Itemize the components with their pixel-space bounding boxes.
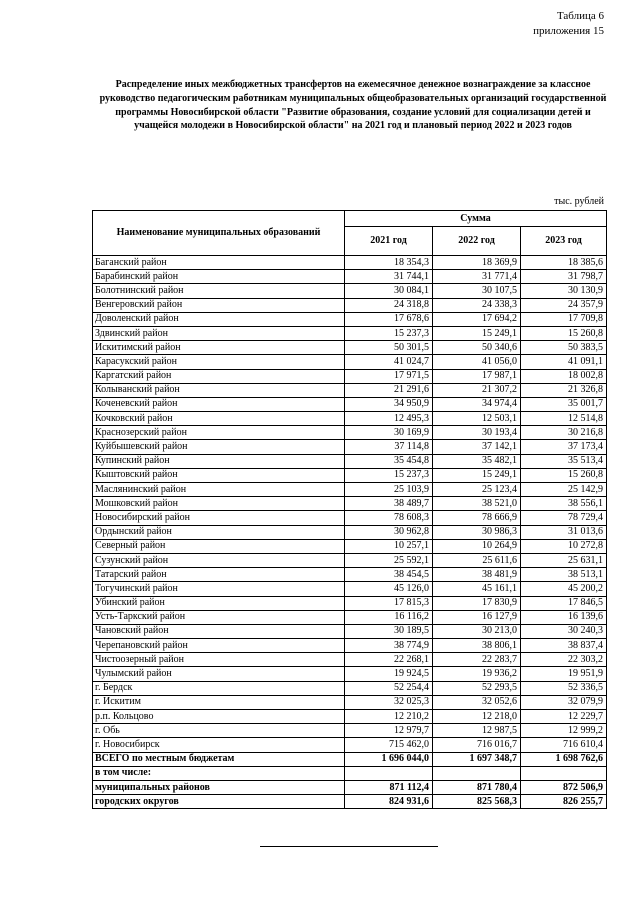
amount-cell: 38 513,1 <box>521 568 607 582</box>
amount-cell: 38 481,9 <box>433 568 521 582</box>
amount-cell: 31 771,4 <box>433 270 521 284</box>
amount-cell: 38 806,1 <box>433 639 521 653</box>
municipality-name: Барабинский район <box>93 270 345 284</box>
distribution-table <box>92 210 607 809</box>
amount-cell: 716 610,4 <box>521 738 607 752</box>
amount-cell: 38 454,5 <box>345 568 433 582</box>
amount-cell: 37 173,4 <box>521 440 607 454</box>
amount-cell: 50 340,6 <box>433 341 521 355</box>
municipality-name: Новосибирский район <box>93 511 345 525</box>
amount-cell: 30 986,3 <box>433 525 521 539</box>
municipality-name: муниципальных районов <box>93 780 345 794</box>
municipality-name: Маслянинский район <box>93 483 345 497</box>
municipality-name: г. Обь <box>93 724 345 738</box>
amount-cell: 22 283,7 <box>433 653 521 667</box>
municipality-name: Доволенский район <box>93 312 345 326</box>
table-row <box>93 326 607 340</box>
municipality-name: Ордынский район <box>93 525 345 539</box>
amount-cell: 16 127,9 <box>433 610 521 624</box>
table-row <box>93 383 607 397</box>
table-row <box>93 440 607 454</box>
municipality-name: ВСЕГО по местным бюджетам <box>93 752 345 766</box>
amount-cell: 21 326,8 <box>521 383 607 397</box>
table-row <box>93 667 607 681</box>
table-row <box>93 355 607 369</box>
municipality-name: Карасукский район <box>93 355 345 369</box>
municipality-name: г. Искитим <box>93 695 345 709</box>
amount-cell: 825 568,3 <box>433 795 521 809</box>
amount-cell: 38 489,7 <box>345 497 433 511</box>
amount-cell: 19 936,2 <box>433 667 521 681</box>
municipality-name: г. Новосибирск <box>93 738 345 752</box>
amount-cell: 45 126,0 <box>345 582 433 596</box>
table-row <box>93 553 607 567</box>
municipality-name: Тогучинский район <box>93 582 345 596</box>
amount-cell: 25 631,1 <box>521 553 607 567</box>
table-number: Таблица 6 <box>556 10 604 22</box>
column-header-year: 2021 год <box>345 227 433 256</box>
table-row <box>93 298 607 312</box>
amount-cell: 17 971,5 <box>345 369 433 383</box>
table-row <box>93 539 607 553</box>
table-row <box>93 525 607 539</box>
amount-cell: 30 216,8 <box>521 426 607 440</box>
amount-cell: 25 611,6 <box>433 553 521 567</box>
amount-cell: 12 210,2 <box>345 710 433 724</box>
amount-cell: 16 139,6 <box>521 610 607 624</box>
municipality-name: р.п. Кольцово <box>93 710 345 724</box>
table-row <box>93 312 607 326</box>
amount-cell: 52 293,5 <box>433 681 521 695</box>
table-row <box>93 454 607 468</box>
amount-cell: 25 123,4 <box>433 483 521 497</box>
amount-cell: 30 213,0 <box>433 624 521 638</box>
amount-cell: 824 931,6 <box>345 795 433 809</box>
amount-cell: 15 237,3 <box>345 468 433 482</box>
amount-cell: 21 291,6 <box>345 383 433 397</box>
table-row <box>93 752 607 766</box>
amount-cell: 34 950,9 <box>345 397 433 411</box>
amount-cell: 24 338,3 <box>433 298 521 312</box>
empty-cell <box>433 766 521 780</box>
table-row <box>93 738 607 752</box>
amount-cell: 12 495,3 <box>345 412 433 426</box>
amount-cell: 17 846,5 <box>521 596 607 610</box>
table-row <box>93 695 607 709</box>
table-row <box>93 710 607 724</box>
column-header-sum: Сумма <box>345 211 607 227</box>
amount-cell: 41 091,1 <box>521 355 607 369</box>
table-row <box>93 468 607 482</box>
amount-cell: 41 024,7 <box>345 355 433 369</box>
table-row <box>93 426 607 440</box>
amount-cell: 24 357,9 <box>521 298 607 312</box>
amount-cell: 31 744,1 <box>345 270 433 284</box>
municipality-name: Черепановский район <box>93 639 345 653</box>
amount-cell: 18 385,6 <box>521 256 607 270</box>
table-row-including <box>93 766 607 780</box>
municipality-name: Усть-Таркский район <box>93 610 345 624</box>
amount-cell: 21 307,2 <box>433 383 521 397</box>
amount-cell: 24 318,8 <box>345 298 433 312</box>
amount-cell: 16 116,2 <box>345 610 433 624</box>
amount-cell: 30 193,4 <box>433 426 521 440</box>
amount-cell: 12 503,1 <box>433 412 521 426</box>
table-row <box>93 256 607 270</box>
municipality-name: Здвинский район <box>93 326 345 340</box>
amount-cell: 78 608,3 <box>345 511 433 525</box>
amount-cell: 32 052,6 <box>433 695 521 709</box>
appendix-label: приложения 15 <box>533 25 604 37</box>
amount-cell: 41 056,0 <box>433 355 521 369</box>
table-row <box>93 610 607 624</box>
column-header-year: 2023 год <box>521 227 607 256</box>
municipality-name: Чистоозерный район <box>93 653 345 667</box>
amount-cell: 31 013,6 <box>521 525 607 539</box>
footer-divider <box>260 846 438 847</box>
amount-cell: 30 130,9 <box>521 284 607 298</box>
municipality-name: г. Бердск <box>93 681 345 695</box>
amount-cell: 30 084,1 <box>345 284 433 298</box>
table-row <box>93 724 607 738</box>
amount-cell: 30 240,3 <box>521 624 607 638</box>
amount-cell: 32 079,9 <box>521 695 607 709</box>
amount-cell: 871 112,4 <box>345 780 433 794</box>
amount-cell: 34 974,4 <box>433 397 521 411</box>
municipality-name: городских округов <box>93 795 345 809</box>
table-row <box>93 639 607 653</box>
amount-cell: 15 249,1 <box>433 468 521 482</box>
amount-cell: 12 229,7 <box>521 710 607 724</box>
amount-cell: 17 987,1 <box>433 369 521 383</box>
municipality-name: Кыштовский район <box>93 468 345 482</box>
table-row <box>93 284 607 298</box>
table-row <box>93 681 607 695</box>
table-body <box>93 256 607 809</box>
municipality-name: Убинский район <box>93 596 345 610</box>
amount-cell: 50 301,5 <box>345 341 433 355</box>
amount-cell: 19 951,9 <box>521 667 607 681</box>
amount-cell: 22 268,1 <box>345 653 433 667</box>
amount-cell: 17 694,2 <box>433 312 521 326</box>
amount-cell: 17 709,8 <box>521 312 607 326</box>
amount-cell: 35 454,8 <box>345 454 433 468</box>
including-label: в том числе: <box>93 766 345 780</box>
amount-cell: 35 513,4 <box>521 454 607 468</box>
amount-cell: 15 260,8 <box>521 326 607 340</box>
amount-cell: 12 514,8 <box>521 412 607 426</box>
amount-cell: 872 506,9 <box>521 780 607 794</box>
amount-cell: 38 837,4 <box>521 639 607 653</box>
table-row <box>93 795 607 809</box>
amount-cell: 12 218,0 <box>433 710 521 724</box>
amount-cell: 12 979,7 <box>345 724 433 738</box>
amount-cell: 15 249,1 <box>433 326 521 340</box>
municipality-name: Болотнинский район <box>93 284 345 298</box>
amount-cell: 78 666,9 <box>433 511 521 525</box>
table-row <box>93 483 607 497</box>
municipality-name: Коченевский район <box>93 397 345 411</box>
amount-cell: 32 025,3 <box>345 695 433 709</box>
municipality-name: Каргатский район <box>93 369 345 383</box>
municipality-name: Мошковский район <box>93 497 345 511</box>
table-row <box>93 624 607 638</box>
amount-cell: 38 521,0 <box>433 497 521 511</box>
amount-cell: 35 001,7 <box>521 397 607 411</box>
amount-cell: 871 780,4 <box>433 780 521 794</box>
amount-cell: 30 189,5 <box>345 624 433 638</box>
amount-cell: 1 697 348,7 <box>433 752 521 766</box>
amount-cell: 18 369,9 <box>433 256 521 270</box>
amount-cell: 17 830,9 <box>433 596 521 610</box>
amount-cell: 12 999,2 <box>521 724 607 738</box>
municipality-name: Искитимский район <box>93 341 345 355</box>
amount-cell: 25 103,9 <box>345 483 433 497</box>
municipality-name: Колыванский район <box>93 383 345 397</box>
amount-cell: 45 200,2 <box>521 582 607 596</box>
amount-cell: 1 696 044,0 <box>345 752 433 766</box>
column-header-year: 2022 год <box>433 227 521 256</box>
table-row <box>93 341 607 355</box>
table-row <box>93 780 607 794</box>
table-row <box>93 596 607 610</box>
table-row <box>93 397 607 411</box>
amount-cell: 716 016,7 <box>433 738 521 752</box>
amount-cell: 78 729,4 <box>521 511 607 525</box>
amount-cell: 826 255,7 <box>521 795 607 809</box>
municipality-name: Купинский район <box>93 454 345 468</box>
amount-cell: 45 161,1 <box>433 582 521 596</box>
amount-cell: 10 272,8 <box>521 539 607 553</box>
municipality-name: Венгеровский район <box>93 298 345 312</box>
amount-cell: 715 462,0 <box>345 738 433 752</box>
amount-cell: 19 924,5 <box>345 667 433 681</box>
amount-cell: 17 815,3 <box>345 596 433 610</box>
table-row <box>93 653 607 667</box>
amount-cell: 52 336,5 <box>521 681 607 695</box>
municipality-name: Татарский район <box>93 568 345 582</box>
table-row <box>93 270 607 284</box>
municipality-name: Краснозерский район <box>93 426 345 440</box>
units-label: тыс. рублей <box>554 196 604 207</box>
municipality-name: Сузунский район <box>93 553 345 567</box>
amount-cell: 30 962,8 <box>345 525 433 539</box>
amount-cell: 18 354,3 <box>345 256 433 270</box>
amount-cell: 31 798,7 <box>521 270 607 284</box>
municipality-name: Чулымский район <box>93 667 345 681</box>
empty-cell <box>521 766 607 780</box>
amount-cell: 35 482,1 <box>433 454 521 468</box>
amount-cell: 17 678,6 <box>345 312 433 326</box>
table-row <box>93 497 607 511</box>
amount-cell: 30 169,9 <box>345 426 433 440</box>
amount-cell: 1 698 762,6 <box>521 752 607 766</box>
amount-cell: 25 142,9 <box>521 483 607 497</box>
municipality-name: Баганский район <box>93 256 345 270</box>
column-header-name: Наименование муниципальных образований <box>93 211 345 256</box>
municipality-name: Кочковский район <box>93 412 345 426</box>
amount-cell: 50 383,5 <box>521 341 607 355</box>
table-row <box>93 412 607 426</box>
amount-cell: 18 002,8 <box>521 369 607 383</box>
table-row <box>93 582 607 596</box>
municipality-name: Северный район <box>93 539 345 553</box>
document-title: Распределение иных межбюджетных трансфертов на ежемесячное денежное вознаграждение за классное руководство педагогическим работникам муниципальных общеобразовательных организаций государственной программы Новосибирской области "Развитие образования, создание условий для социализации детей и учащейся молодежи в Новосибирской области" на 2021 год и плановый период 2022 и 2023 годов <box>99 79 607 132</box>
table-row <box>93 369 607 383</box>
amount-cell: 15 260,8 <box>521 468 607 482</box>
amount-cell: 10 257,1 <box>345 539 433 553</box>
amount-cell: 22 303,2 <box>521 653 607 667</box>
amount-cell: 12 987,5 <box>433 724 521 738</box>
amount-cell: 38 556,1 <box>521 497 607 511</box>
amount-cell: 37 114,8 <box>345 440 433 454</box>
municipality-name: Куйбышевский район <box>93 440 345 454</box>
amount-cell: 52 254,4 <box>345 681 433 695</box>
amount-cell: 15 237,3 <box>345 326 433 340</box>
empty-cell <box>345 766 433 780</box>
municipality-name: Чановский район <box>93 624 345 638</box>
table-row <box>93 568 607 582</box>
table-row <box>93 511 607 525</box>
amount-cell: 30 107,5 <box>433 284 521 298</box>
amount-cell: 10 264,9 <box>433 539 521 553</box>
amount-cell: 37 142,1 <box>433 440 521 454</box>
amount-cell: 25 592,1 <box>345 553 433 567</box>
amount-cell: 38 774,9 <box>345 639 433 653</box>
